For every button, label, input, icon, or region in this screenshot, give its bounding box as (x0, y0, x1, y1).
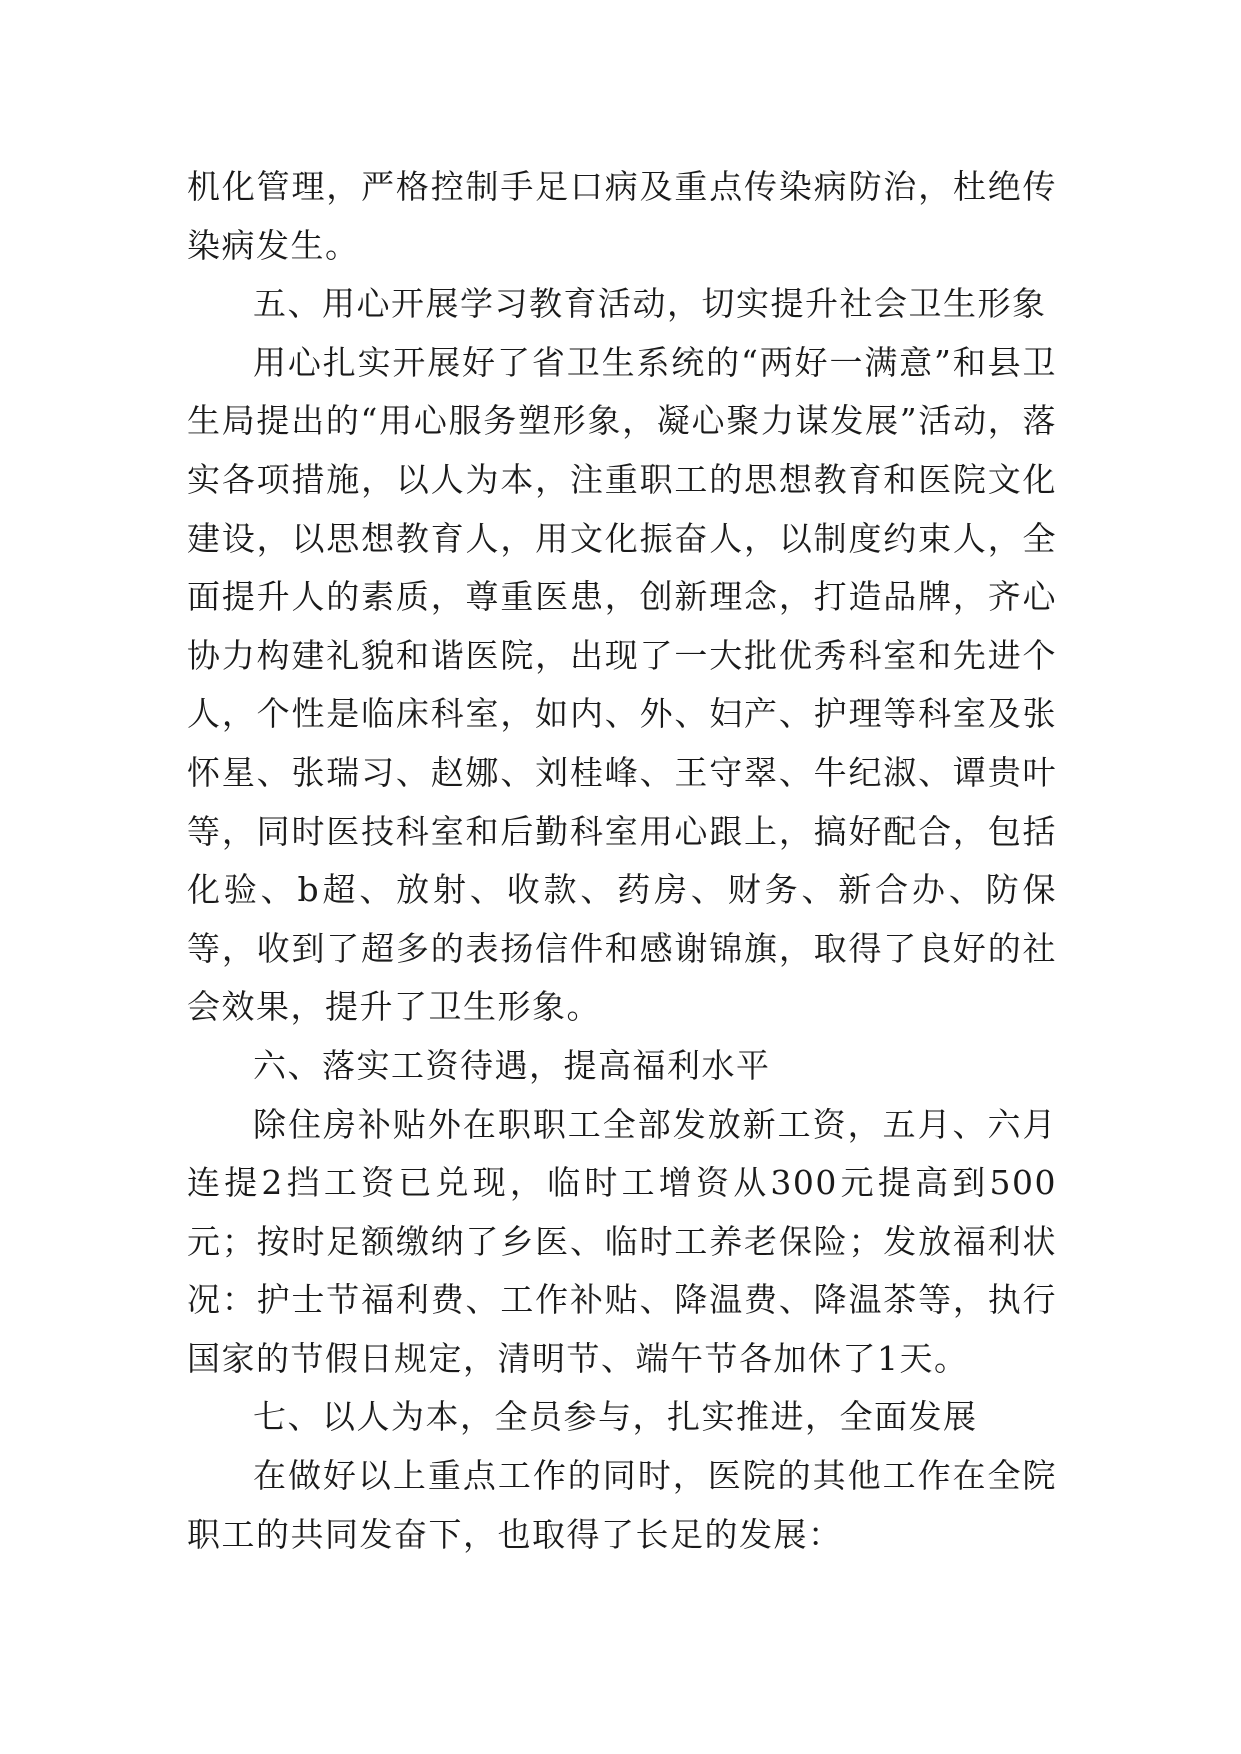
paragraph-section-6: 除住房补贴外在职职工全部发放新工资，五月、六月连提2挡工资已兑现，临时工增资从300元提高到500元；按时足额缴纳了乡医、临时工养老保险；发放福利状况：护士节福利费、工作补贴、降温费、降温茶等，执行国家的节假日规定，清明节、端午节各加休了1天。 (187, 1104, 1057, 1378)
section-heading-5: 五、用心开展学习教育活动，切实提升社会卫生形象 (253, 284, 1047, 324)
section-heading-7: 七、以人为本，全员参与，扎实推进，全面发展 (253, 1397, 978, 1437)
paragraph-continued: 机化管理，严格控制手足口病及重点传染病防治，杜绝传染病发生。 (187, 167, 1057, 265)
paragraph-section-7: 在做好以上重点工作的同时，医院的其他工作在全院职工的共同发奋下，也取得了长足的发展： (187, 1456, 1057, 1554)
paragraph-section-5: 用心扎实开展好了省卫生系统的“两好一满意”和县卫生局提出的“用心服务塑形象，凝心聚力谋发展”活动，落实各项措施，以人为本，注重职工的思想教育和医院文化建设，以思想教育人，用文化振奋人，以制度约束人，全面提升人的素质，尊重医患，创新理念，打造品牌，齐心协力构建礼貌和谐医院，出现了一大批优秀科室和先进个人，个性是临床科室，如内、外、妇产、护理等科室及张怀星、张瑞习、赵娜、刘桂峰、王守翠、牛纪淑、谭贵叶等，同时医技科室和后勤科室用心跟上，搞好配合，包括化验、b超、放射、收款、药房、财务、新合办、防保等，收到了超多的表扬信件和感谢锦旗，取得了良好的社会效果，提升了卫生形象。 (187, 342, 1057, 1027)
document-body (187, 158, 1057, 1564)
section-heading-6: 六、落实工资待遇，提高福利水平 (253, 1045, 771, 1085)
